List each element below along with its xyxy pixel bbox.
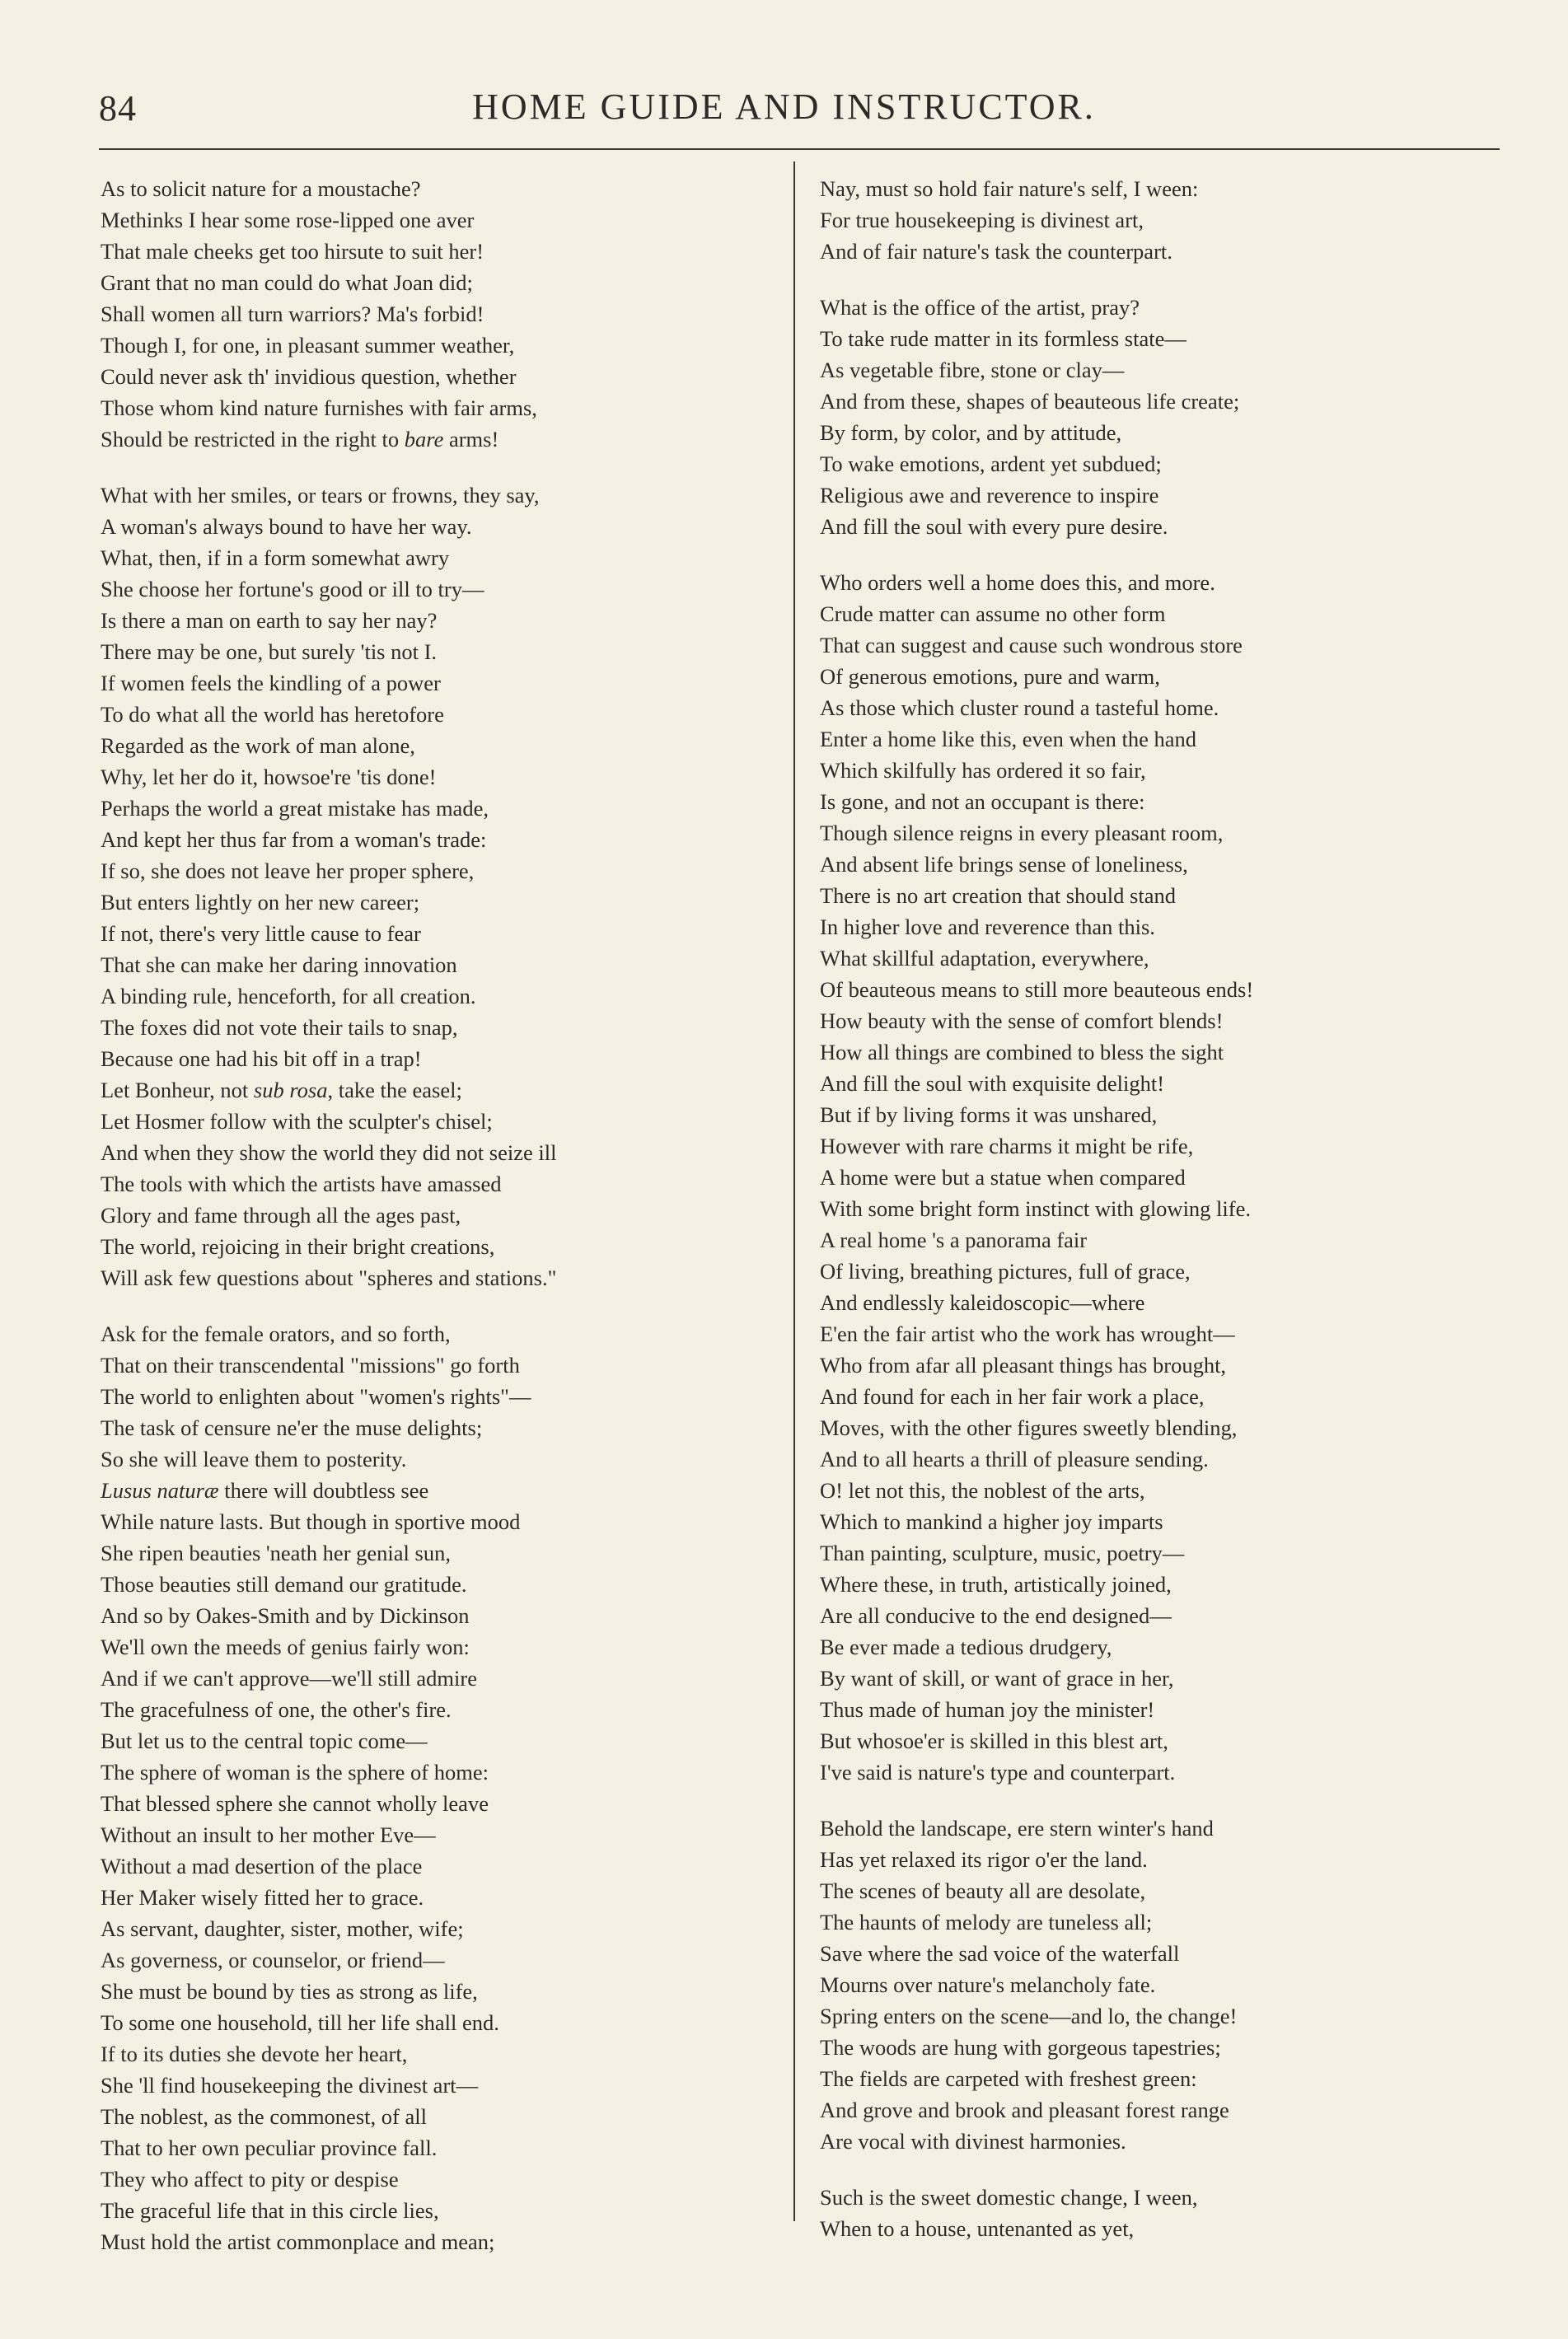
poem-line: That to her own peculiar province fall. xyxy=(101,2136,438,2160)
poem-line: Let Hosmer follow with the sculpter's chisel; xyxy=(101,1109,493,1134)
poem-line: When to a house, untenanted as yet, xyxy=(820,2216,1135,2241)
poem-line: A woman's always bound to have her way. xyxy=(101,514,472,539)
poem-line: There may be one, but surely 'tis not I. xyxy=(101,639,438,664)
poem-line: And when they show the world they did not seize ill xyxy=(101,1140,557,1165)
poem-line: While nature lasts. But though in sportive mood xyxy=(101,1509,521,1534)
poem-line: Which to mankind a higher joy imparts xyxy=(820,1509,1163,1534)
poem-line: If not, there's very little cause to fear xyxy=(101,921,421,946)
poem-line: Which skilfully has ordered it so fair, xyxy=(820,758,1146,783)
poem-line: But enters lightly on her new career; xyxy=(101,890,420,915)
poem-line: Is there a man on earth to say her nay? xyxy=(101,608,438,633)
poem-line: Are vocal with divinest harmonies. xyxy=(820,2129,1126,2154)
poem-line: As governess, or counselor, or friend— xyxy=(101,1948,445,1972)
poem-line: The world, rejoicing in their bright creations, xyxy=(101,1234,495,1259)
poem-line: O! let not this, the noblest of the arts, xyxy=(820,1478,1145,1503)
poem-line: To do what all the world has heretofore xyxy=(101,702,444,727)
poem-line: That blessed sphere she cannot wholly leave xyxy=(101,1791,489,1816)
poem-line: Is gone, and not an occupant is there: xyxy=(820,789,1145,814)
poem-line: As those which cluster round a tasteful home. xyxy=(820,695,1219,720)
poem-line: How all things are combined to bless the sight xyxy=(820,1040,1224,1064)
poem-line: Her Maker wisely fitted her to grace. xyxy=(101,1885,424,1910)
stanza xyxy=(820,567,1528,1788)
poem-line: Enter a home like this, even when the hand xyxy=(820,727,1196,751)
poem-line: By want of skill, or want of grace in her, xyxy=(820,1666,1174,1691)
poem-line: And grove and brook and pleasant forest range xyxy=(820,2098,1229,2122)
poem-line: She must be bound by ties as strong as life, xyxy=(101,1979,478,2004)
poem-line: Of beauteous means to still more beauteous ends! xyxy=(820,977,1254,1002)
poem-line: There is no art creation that should stand xyxy=(820,883,1176,908)
poem-line: The haunts of melody are tuneless all; xyxy=(820,1910,1153,1934)
poem-line: So she will leave them to posterity. xyxy=(101,1447,407,1471)
poem-line: Such is the sweet domestic change, I ween, xyxy=(820,2185,1198,2210)
poem-line: Shall women all turn warriors? Ma's forbid! xyxy=(101,302,484,326)
poem-line: The noblest, as the commonest, of all xyxy=(101,2104,427,2129)
poem-line: Those whom kind nature furnishes with fair arms, xyxy=(101,395,537,420)
page-number: 84 xyxy=(99,88,137,129)
poem-line: The fields are carpeted with freshest green: xyxy=(820,2066,1197,2091)
poem-line: The scenes of beauty all are desolate, xyxy=(820,1878,1146,1903)
poem-line: And found for each in her fair work a place, xyxy=(820,1384,1205,1409)
poem-line: Mourns over nature's melancholy fate. xyxy=(820,1972,1156,1997)
poem-line: Spring enters on the scene—and lo, the change! xyxy=(820,2004,1238,2028)
poem-line: Nay, must so hold fair nature's self, I ween: xyxy=(820,176,1199,201)
poem-line: That male cheeks get too hirsute to suit her! xyxy=(101,239,484,264)
header-rule xyxy=(99,148,1500,150)
poem-line: Without a mad desertion of the place xyxy=(101,1854,423,1878)
poem-line: Grant that no man could do what Joan did; xyxy=(101,270,473,295)
poem-line: Be ever made a tedious drudgery, xyxy=(820,1635,1112,1659)
poem-line: And absent life brings sense of loneliness, xyxy=(820,852,1188,877)
poem-line: Those beauties still demand our gratitude. xyxy=(101,1572,467,1597)
italic-phrase: bare xyxy=(404,427,444,451)
poem-line: Methinks I hear some rose-lipped one aver xyxy=(101,208,475,232)
poem-line: E'en the fair artist who the work has wrought— xyxy=(820,1322,1235,1346)
poem-line: And fill the soul with every pure desire. xyxy=(820,514,1168,539)
stanza xyxy=(820,292,1528,542)
poem-line: How beauty with the sense of comfort blends! xyxy=(820,1008,1224,1033)
poem-line: And from these, shapes of beauteous life create; xyxy=(820,389,1240,414)
stanza xyxy=(101,1318,776,2257)
poem-line: And if we can't approve—we'll still admire xyxy=(101,1666,477,1691)
poem-line: We'll own the meeds of genius fairly won: xyxy=(101,1635,470,1659)
poem-line: Crude matter can assume no other form xyxy=(820,601,1166,626)
poem-line: Could never ask th' invidious question, whether xyxy=(101,364,517,389)
stanza xyxy=(820,173,1528,267)
stanza xyxy=(101,479,776,1293)
poem-line: And endlessly kaleidoscopic—where xyxy=(820,1290,1145,1315)
poem-line: As servant, daughter, sister, mother, wife; xyxy=(101,1916,464,1941)
poem-line: By form, by color, and by attitude, xyxy=(820,420,1122,445)
poem-line: As vegetable fibre, stone or clay— xyxy=(820,358,1125,382)
poem-line: Who orders well a home does this, and more. xyxy=(820,570,1215,595)
poem-line: If to its duties she devote her heart, xyxy=(101,2042,408,2066)
poem-line: A binding rule, henceforth, for all creation. xyxy=(101,984,476,1008)
poem-line: The tools with which the artists have amassed xyxy=(101,1172,502,1196)
poem-line: Moves, with the other figures sweetly blending, xyxy=(820,1415,1238,1440)
poem-line: The gracefulness of one, the other's fire. xyxy=(101,1697,452,1722)
poem-line: She choose her fortune's good or ill to try— xyxy=(101,577,484,601)
poem-line: Without an insult to her mother Eve— xyxy=(101,1822,436,1847)
poem-line: As to solicit nature for a moustache? xyxy=(101,176,421,201)
poem-line: Should be restricted in the right to bare arms! xyxy=(101,427,499,451)
poem-line: Save where the sad voice of the waterfall xyxy=(820,1941,1180,1966)
poem-line: Has yet relaxed its rigor o'er the land. xyxy=(820,1847,1148,1872)
column-divider xyxy=(793,161,795,2221)
poem-line: But if by living forms it was unshared, xyxy=(820,1102,1158,1127)
poem-line: That can suggest and cause such wondrous store xyxy=(820,633,1243,657)
poem-line: Because one had his bit off in a trap! xyxy=(101,1046,422,1071)
poem-line: And fill the soul with exquisite delight! xyxy=(820,1071,1165,1096)
poem-line: She 'll find housekeeping the divinest art— xyxy=(101,2073,479,2098)
poem-line: And of fair nature's task the counterpart. xyxy=(820,239,1172,264)
poem-line: Regarded as the work of man alone, xyxy=(101,733,415,758)
stanza xyxy=(101,173,776,455)
poem-line: They who affect to pity or despise xyxy=(101,2167,399,2192)
poem-line: To take rude matter in its formless state— xyxy=(820,326,1187,351)
italic-phrase: Lusus naturæ xyxy=(101,1478,219,1503)
poem-line: Who from afar all pleasant things has brought, xyxy=(820,1353,1227,1378)
poem-line: And so by Oakes-Smith and by Dickinson xyxy=(101,1603,470,1628)
poem-line: Glory and fame through all the ages past, xyxy=(101,1203,461,1228)
poem-line: She ripen beauties 'neath her genial sun, xyxy=(101,1541,451,1565)
poem-line: Of living, breathing pictures, full of grace, xyxy=(820,1259,1191,1284)
poem-line: For true housekeeping is divinest art, xyxy=(820,208,1144,232)
poem-line: With some bright form instinct with glowing life. xyxy=(820,1196,1251,1221)
poem-line: That she can make her daring innovation xyxy=(101,952,457,977)
poem-line: Let Bonheur, not sub rosa, take the easel; xyxy=(101,1078,462,1102)
poem-line: Than painting, sculpture, music, poetry— xyxy=(820,1541,1185,1565)
poem-line: But whosoe'er is skilled in this blest art, xyxy=(820,1729,1168,1753)
poem-line: If so, she does not leave her proper sphere, xyxy=(101,858,475,883)
poem-line: In higher love and reverence than this. xyxy=(820,915,1155,939)
poem-line: Of generous emotions, pure and warm, xyxy=(820,664,1160,689)
poem-line: To some one household, till her life shall end. xyxy=(101,2010,499,2035)
poem-line: And kept her thus far from a woman's trade: xyxy=(101,827,487,852)
poem-line: Where these, in truth, artistically joined, xyxy=(820,1572,1172,1597)
poem-line: The graceful life that in this circle lies, xyxy=(101,2198,439,2223)
poem-line: Are all conducive to the end designed— xyxy=(820,1603,1172,1628)
poem-line: Ask for the female orators, and so forth, xyxy=(101,1322,451,1346)
poem-line: Will ask few questions about "spheres and stations." xyxy=(101,1265,557,1290)
poem-line: The foxes did not vote their tails to snap, xyxy=(101,1015,458,1040)
poem-line: I've said is nature's type and counterpart. xyxy=(820,1760,1176,1785)
poem-line: Religious awe and reverence to inspire xyxy=(820,483,1159,508)
poem-line: But let us to the central topic come— xyxy=(101,1729,428,1753)
poem-line: Behold the landscape, ere stern winter's hand xyxy=(820,1816,1214,1841)
poem-line: The woods are hung with gorgeous tapestries; xyxy=(820,2035,1221,2060)
poem-line: Why, let her do it, howsoe're 'tis done! xyxy=(101,765,437,789)
poem-line: However with rare charms it might be rife, xyxy=(820,1134,1194,1158)
poem-line: What is the office of the artist, pray? xyxy=(820,295,1140,320)
poem-line: The sphere of woman is the sphere of home: xyxy=(101,1760,489,1785)
poem-line: What skillful adaptation, everywhere, xyxy=(820,946,1149,971)
poem-line: A real home 's a panorama fair xyxy=(820,1228,1088,1252)
poem-line: A home were but a statue when compared xyxy=(820,1165,1186,1190)
poem-line: Thus made of human joy the minister! xyxy=(820,1697,1155,1722)
poem-line: Must hold the artist commonplace and mean; xyxy=(101,2229,495,2254)
poem-line: Though silence reigns in every pleasant room, xyxy=(820,821,1224,845)
stanza xyxy=(820,1813,1528,2157)
stanza xyxy=(820,2182,1528,2244)
poem-line: Perhaps the world a great mistake has made, xyxy=(101,796,489,821)
poem-line: What with her smiles, or tears or frowns, they say, xyxy=(101,483,540,508)
poem-line: To wake emotions, ardent yet subdued; xyxy=(820,451,1162,476)
poem-line: Lusus naturæ there will doubtless see xyxy=(101,1478,429,1503)
poem-line: The task of censure ne'er the muse delights; xyxy=(101,1415,483,1440)
italic-phrase: sub rosa xyxy=(253,1078,328,1102)
left-column xyxy=(101,173,776,2282)
right-column xyxy=(820,173,1528,2269)
poem-line: The world to enlighten about "women's rights"— xyxy=(101,1384,531,1409)
poem-line: What, then, if in a form somewhat awry xyxy=(101,545,450,570)
poem-line: And to all hearts a thrill of pleasure sending. xyxy=(820,1447,1209,1471)
poem-line: Though I, for one, in pleasant summer weather, xyxy=(101,333,515,358)
running-title: HOME GUIDE AND INSTRUCTOR. xyxy=(472,87,1096,127)
poem-line: If women feels the kindling of a power xyxy=(101,671,441,695)
poem-line: That on their transcendental "missions" go forth xyxy=(101,1353,520,1378)
